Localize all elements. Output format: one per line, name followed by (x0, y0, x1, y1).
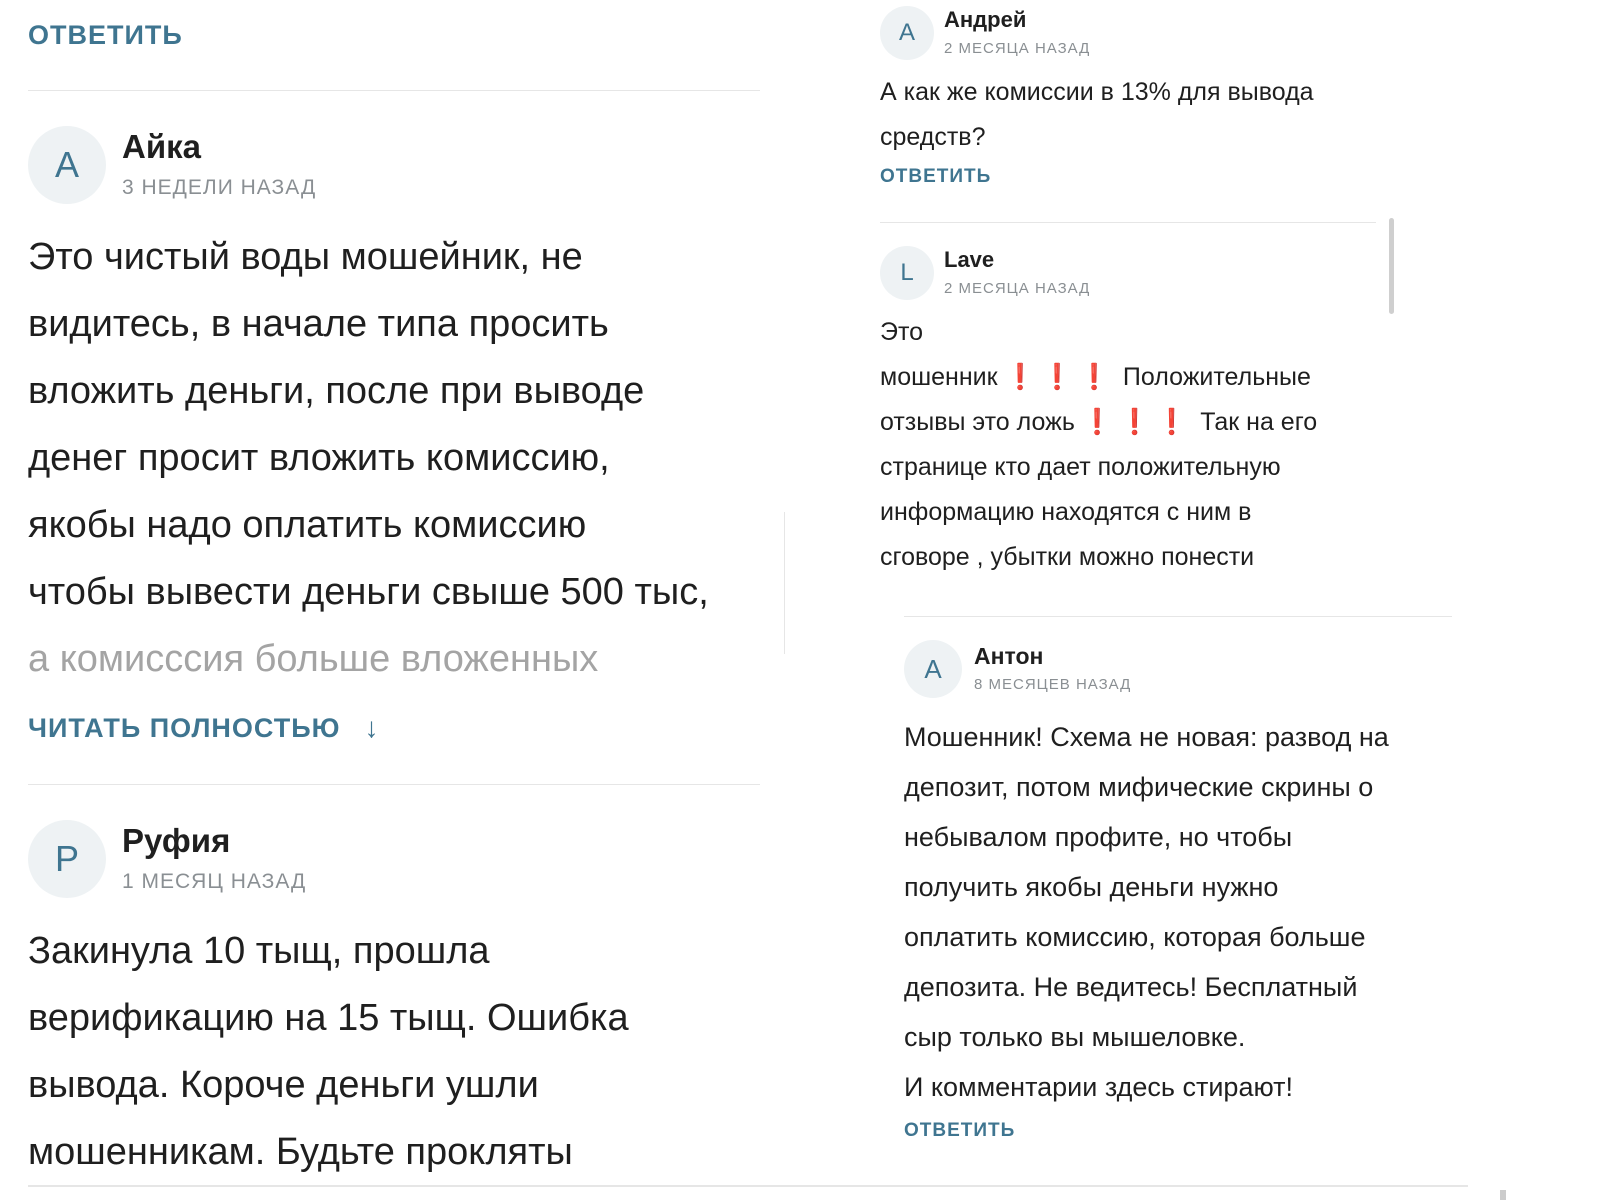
text-line: средств? (880, 123, 986, 151)
text-line: чтобы вывести деньги свыше 500 тыс, (28, 571, 709, 613)
text-line: якобы надо оплатить комиссию (28, 504, 587, 546)
comment-text (880, 70, 1400, 160)
avatar[interactable]: А (28, 126, 106, 204)
comment-header (880, 6, 1400, 60)
comment-date: 3 НЕДЕЛИ НАЗАД (122, 176, 317, 199)
comment-date: 2 МЕСЯЦА НАЗАД (944, 280, 1091, 297)
text-line (880, 355, 1400, 400)
text-part: отзывы это ложь (880, 408, 1075, 436)
text-line: видитесь, в начале типа просить (28, 303, 609, 345)
comment-text (904, 712, 1484, 1112)
author-name[interactable]: Айка (122, 128, 201, 165)
read-more-button[interactable] (28, 712, 379, 744)
text-line: оплатить комиссию, которая больше (904, 922, 1366, 952)
text-line: депозит, потом мифические скрины о (904, 772, 1374, 802)
text-line: информацию находятся с ним в (880, 498, 1252, 526)
divider (28, 90, 760, 91)
avatar[interactable]: L (880, 246, 934, 300)
text-line: вывода. Короче деньги ушли (28, 1064, 539, 1106)
text-line: сыр только вы мышеловке. (904, 1022, 1246, 1052)
author-name[interactable]: Антон (974, 643, 1044, 669)
avatar[interactable]: Р (28, 820, 106, 898)
avatar[interactable]: А (904, 640, 962, 698)
right-comment-column (880, 0, 1580, 1200)
text-line: депозита. Не ведитесь! Бесплатный (904, 972, 1358, 1002)
text-part: Так на его (1200, 408, 1318, 436)
reply-button[interactable]: ОТВЕТИТЬ (880, 166, 992, 187)
text-part: мошенник (880, 363, 998, 391)
text-line: Это чистый воды мошейник, не (28, 236, 583, 278)
text-line: И комментарии здесь стирают! (904, 1072, 1293, 1102)
comment-andrey (880, 6, 1400, 188)
text-line-faded: а комисссия больше вложенных (28, 638, 599, 680)
comment-date: 2 МЕСЯЦА НАЗАД (944, 40, 1091, 57)
comment-date: 8 МЕСЯЦЕВ НАЗАД (974, 676, 1132, 693)
scrollbar[interactable] (1389, 218, 1394, 314)
text-line: получить якобы деньги нужно (904, 872, 1279, 902)
text-line: мошенникам. Будьте прокляты (28, 1131, 573, 1173)
text-line: Закинула 10 тыщ, прошла (28, 930, 490, 972)
comment-rufiya (28, 820, 788, 1186)
text-line: Мошенник! Схема не новая: развод на (904, 722, 1389, 752)
text-line: сговоре , убытки можно понести (880, 543, 1255, 571)
divider (28, 784, 760, 785)
comment-lave (880, 246, 1400, 580)
text-line: Это (880, 318, 924, 346)
comment-header (28, 820, 788, 898)
comment-text (28, 224, 788, 693)
divider (904, 616, 1452, 617)
comment-anton (904, 640, 1484, 1142)
text-line: денег просит вложить комиссию, (28, 437, 610, 479)
text-line: небывалом профите, но чтобы (904, 822, 1293, 852)
comment-header (880, 246, 1400, 300)
exclamation-icon: ❗❗❗ (1004, 363, 1116, 391)
exclamation-icon: ❗❗❗ (1081, 408, 1194, 436)
text-line (880, 400, 1400, 445)
reply-button[interactable]: ОТВЕТИТЬ (28, 20, 183, 50)
text-line: странице кто дает положительную (880, 453, 1281, 481)
author-name[interactable]: Андрей (944, 7, 1027, 32)
bottom-divider (28, 1185, 1468, 1187)
comment-aika (28, 126, 788, 693)
author-name[interactable]: Lave (944, 247, 995, 272)
text-line: верификацию на 15 тыщ. Ошибка (28, 997, 629, 1039)
text-line: вложить деньги, после при выводе (28, 370, 645, 412)
comment-header (904, 640, 1484, 698)
read-more-label: ЧИТАТЬ ПОЛНОСТЬЮ (28, 712, 341, 743)
comment-header (28, 126, 788, 204)
avatar[interactable]: А (880, 6, 934, 60)
comment-text (28, 918, 788, 1186)
comment-text (880, 310, 1400, 580)
scroll-marker (1500, 1190, 1506, 1200)
left-comment-column (28, 0, 788, 1200)
text-part: Положительные (1122, 363, 1311, 391)
text-line: А как же комиссии в 13% для вывода (880, 78, 1314, 106)
reply-button[interactable]: ОТВЕТИТЬ (904, 1120, 1016, 1141)
arrow-down-icon: ↓ (364, 712, 380, 743)
comment-date: 1 МЕСЯЦ НАЗАД (122, 870, 307, 893)
author-name[interactable]: Руфия (122, 822, 231, 859)
divider (880, 222, 1376, 223)
column-separator (784, 512, 785, 654)
